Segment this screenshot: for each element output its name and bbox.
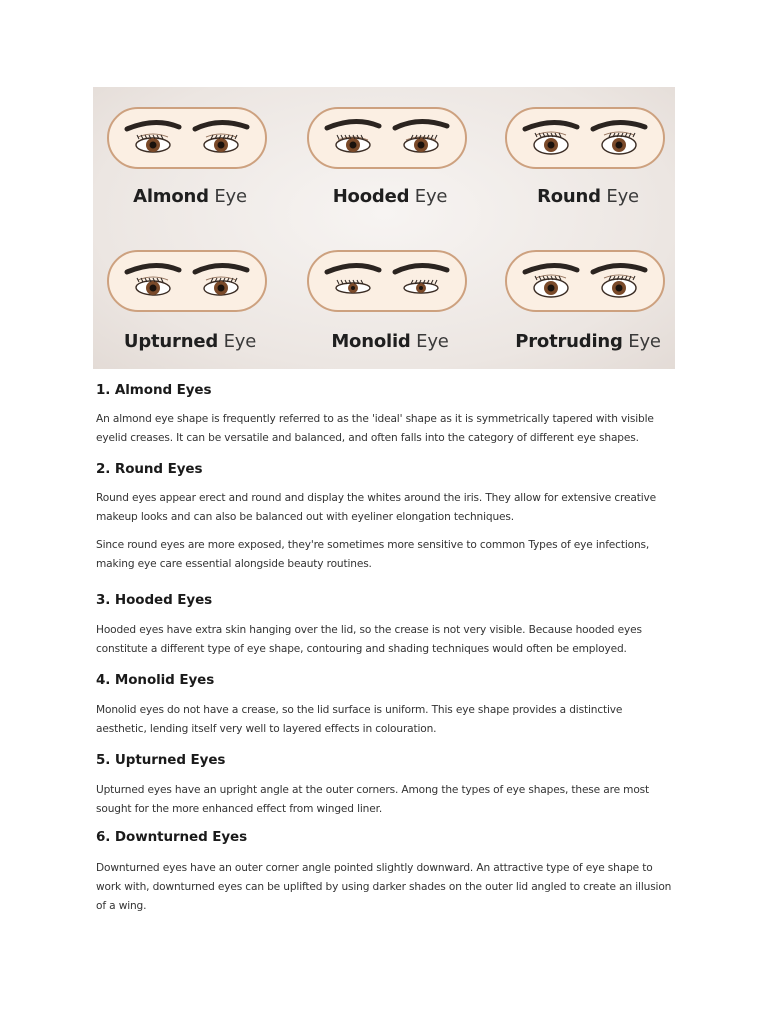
paragraph-hooded: Hooded eyes have extra skin hanging over the lid, so the crease is not very visible. Because hooded eyes constitute a different type of eye shape, contouring and shading techniques would often be employed. <box>96 624 642 655</box>
pupil <box>218 142 225 149</box>
upturned-eye-card <box>93 228 287 369</box>
pupil <box>548 285 555 292</box>
lash <box>435 280 437 284</box>
pupil <box>616 142 623 149</box>
eyebrow <box>525 265 577 272</box>
eyebrow <box>593 122 645 129</box>
eyes-drawing <box>109 252 265 310</box>
protruding-eye-caption: Protruding Eye <box>515 331 661 352</box>
protruding-eye-icon <box>505 250 665 312</box>
lash <box>341 280 343 284</box>
eyes-drawing <box>507 109 663 167</box>
pupil <box>150 142 157 149</box>
monolid-eye-card <box>293 228 487 369</box>
almond-eye-caption: Almond Eye <box>133 186 247 207</box>
almond-eye-icon <box>107 107 267 169</box>
lash <box>431 280 433 284</box>
almond-eye-card <box>93 87 287 228</box>
eyebrow <box>195 122 247 129</box>
hooded-eye-icon <box>307 107 467 169</box>
section-heading-monolid: 4. Monolid Eyes <box>96 672 215 688</box>
eyebrow <box>593 265 645 272</box>
eyebrow <box>195 265 247 272</box>
monolid-eye-icon <box>307 250 467 312</box>
paragraph-round-2: Since round eyes are more exposed, they're sometimes more sensitive to common Types of eye infections, making eye care essential alongside beauty routines. <box>96 539 650 570</box>
pupil <box>350 142 357 149</box>
pupil <box>418 142 425 149</box>
hooded-eye-caption: Hooded Eye <box>332 186 448 207</box>
pupil <box>548 142 555 149</box>
round-eye-card <box>491 87 675 228</box>
paragraph-almond: An almond eye shape is frequently referred to as the 'ideal' shape as it is symmetrically tapered with visible eyelid creases. It can be versatile and balanced, and often falls into the category of different eye shapes. <box>96 413 654 444</box>
paragraph-upturned: Upturned eyes have an upright angle at the outer corners. Among the types of eye shapes, these are most sought for the more enhanced effect from winged liner. <box>96 784 650 815</box>
paragraph-round-1: Round eyes appear erect and round and display the whites around the iris. They allow for extensive creative makeup looks and can also be balanced out with eyeliner elongation techniques. <box>96 492 657 523</box>
hooded-eye-card <box>293 87 487 228</box>
pupil <box>150 285 157 292</box>
eyes-drawing <box>309 252 465 310</box>
round-eye-caption: Round Eye <box>537 186 639 207</box>
eyebrow <box>327 121 379 128</box>
lash <box>435 135 437 139</box>
eyebrow <box>127 122 179 129</box>
lash <box>337 135 339 139</box>
paragraph-monolid: Monolid eyes do not have a crease, so the lid surface is uniform. This eye shape provides a distinctive aesthetic, lending itself very well to layered effects in colouration. <box>96 704 623 735</box>
pupil <box>218 285 225 292</box>
paragraph-downturned: Downturned eyes have an outer corner angle pointed slightly downward. An attractive type of eye shape to work with, downturned eyes can be uplifted by using darker shades on the outer lid angled to create an illusion of a wing. <box>96 862 672 912</box>
eyebrow <box>395 121 447 128</box>
eye-shapes-illustration <box>93 87 675 369</box>
upturned-eye-caption: Upturned Eye <box>123 331 257 352</box>
pupil <box>351 286 355 290</box>
eyebrow <box>395 265 447 272</box>
round-eye-icon <box>505 107 665 169</box>
eyes-drawing <box>507 252 663 310</box>
protruding-eye-card <box>491 228 675 369</box>
section-heading-downturned: 6. Downturned Eyes <box>96 829 248 845</box>
section-heading-upturned: 5. Upturned Eyes <box>96 752 226 768</box>
section-heading-hooded: 3. Hooded Eyes <box>96 592 213 608</box>
section-heading-round: 2. Round Eyes <box>96 461 203 477</box>
eyebrow <box>127 265 179 272</box>
monolid-eye-caption: Monolid Eye <box>331 331 449 352</box>
eyebrow <box>327 265 379 272</box>
upturned-eye-icon <box>107 250 267 312</box>
section-heading-almond: 1. Almond Eyes <box>96 382 212 398</box>
eyebrow <box>525 122 577 129</box>
lash <box>337 280 339 284</box>
pupil <box>616 285 623 292</box>
eyes-drawing <box>109 109 265 167</box>
pupil <box>419 286 423 290</box>
eyes-drawing <box>309 109 465 167</box>
